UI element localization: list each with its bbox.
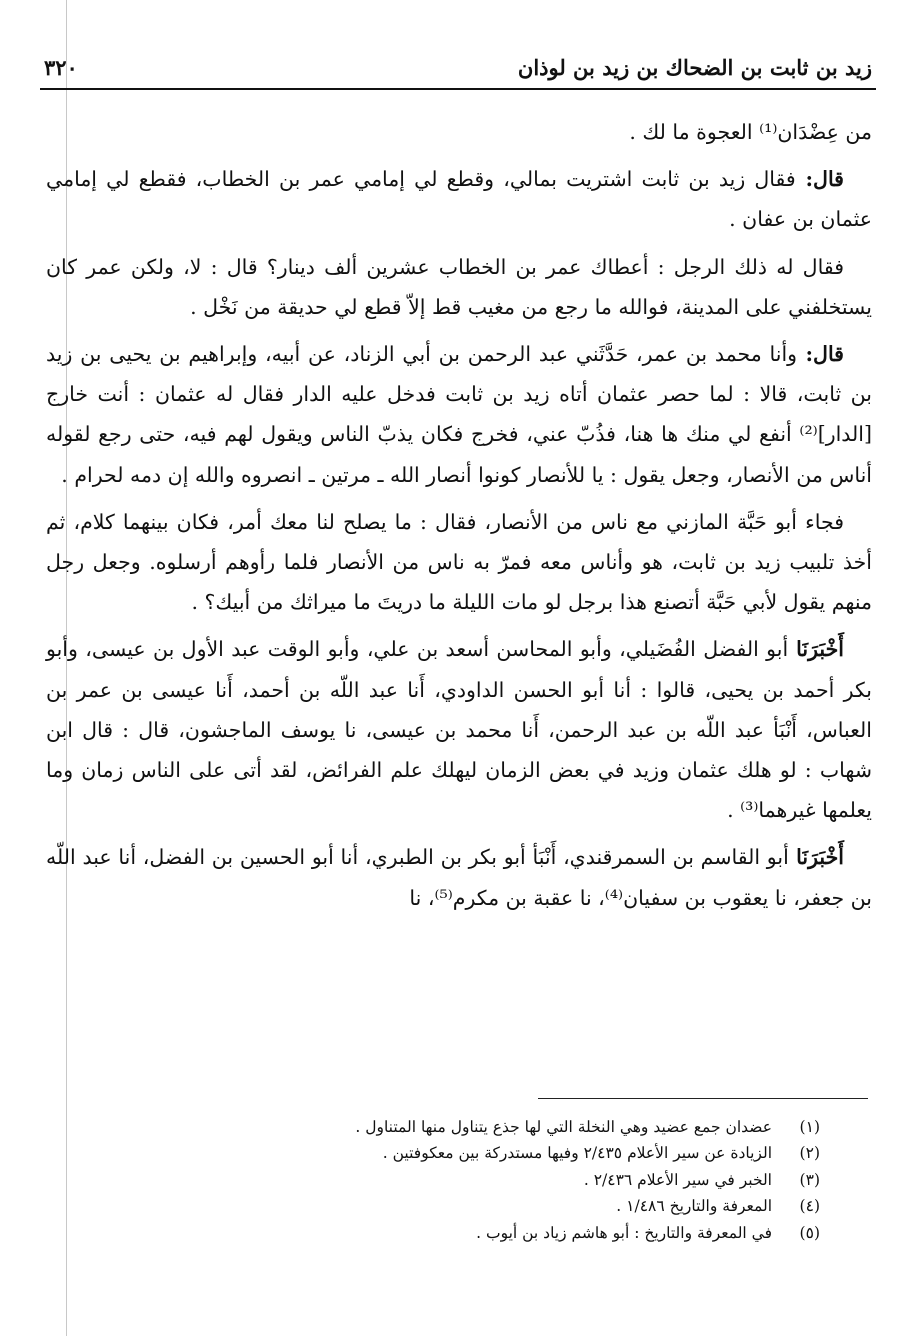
paragraph bbox=[46, 247, 872, 327]
paragraph-lead: قال: bbox=[795, 167, 844, 192]
paragraph-text: من عِضْدَان⁽¹⁾ العجوة ما لك . bbox=[629, 120, 872, 144]
footnote-rule bbox=[538, 1098, 868, 1099]
footnote-text: المعرفة والتاريخ ١/٤٨٦ . bbox=[616, 1197, 772, 1216]
running-title: زيد بن ثابت بن الضحاك بن زيد بن لوذان bbox=[517, 54, 872, 80]
paragraph-text: فقال له ذلك الرجل : أعطاك عمر بن الخطاب عشرين ألف دينار؟ قال : لا، ولكن عمر كان يستخلفني على المدينة، فوالله ما رجع من مغيب قط إلاّ قطع لي حديقة من نَخْل . bbox=[46, 254, 872, 319]
paragraph-lead: أَخْبَرَنَا bbox=[788, 637, 844, 662]
paragraph-lead: أَخْبَرَنَا bbox=[788, 845, 844, 870]
footnote bbox=[100, 1114, 820, 1140]
footnote bbox=[100, 1167, 820, 1193]
paragraph bbox=[46, 837, 872, 917]
paragraph-text: أبو القاسم بن السمرقندي، أَنْبَأ أبو بكر بن الطبري، أنا أبو الحسين بن الفضل، أنا عبد اللّه بن جعفر، نا يعقوب بن سفيان⁽⁴⁾، نا عقبة بن مكرم⁽⁵⁾، نا bbox=[46, 845, 872, 910]
footnote-text: الزيادة عن سير الأعلام ٢/٤٣٥ وفيها مستدركة بين معكوفتين . bbox=[382, 1144, 772, 1163]
footnote bbox=[100, 1193, 820, 1219]
footnote-number: (٢) bbox=[799, 1144, 820, 1163]
footnote bbox=[100, 1140, 820, 1166]
footnote-text: عضدان جمع عضيد وهي النخلة التي لها جذع يتناول منها المتناول . bbox=[355, 1118, 772, 1136]
paragraph-text: فقال زيد بن ثابت اشتريت بمالي، وقطع لي إمامي عمر بن الخطاب، فقطع لي إمامي عثمان بن عفان . bbox=[46, 167, 872, 232]
footnote-number: (٤) bbox=[799, 1197, 820, 1216]
paragraph-text: أبو الفضل الفُضَيلي، وأبو المحاسن أسعد بن علي، وأبو الوقت عبد الأول بن عيسى، وأبو بكر أحمد بن يحيى، قالوا : أنا أبو الحسن الداودي، أَنا عبد اللّه بن أحمد، أَنا عيسى بن عمر بن العباس، أَنْبَأ عبد اللّه بن عبد الرحمن، أَنا محمد بن عيسى، نا يوسف الماجشون، قال : قال ابن شهاب : لو هلك عثمان وزيد في بعض الزمان ليهلك علم الفرائض، لقد أتى على الناس زمان وما يعلمها غيرهما⁽³⁾ . bbox=[46, 637, 872, 823]
footnote bbox=[100, 1220, 820, 1246]
main-text bbox=[46, 112, 872, 925]
footnote-text: الخبر في سير الأعلام ٢/٤٣٦ . bbox=[583, 1170, 772, 1189]
paragraph bbox=[46, 502, 872, 623]
paragraph bbox=[46, 629, 872, 830]
paragraph-text: فجاء أبو حَبَّة المازني مع ناس من الأنصار، فقال : ما يصلح لنا معك أمر، فكان بينهما كلام، ثم أخذ تلبيب زيد بن ثابت، هو وأناس معه فمرّ به ناس من الأنصار فلما رأوهم أرسلوه. وجعل رجل منهم يقول لأبي حَبَّة أتصنع هذا برجل لو مات الليلة ما دريتَ ما ميراثك من أبيك؟ . bbox=[46, 509, 872, 615]
running-header bbox=[44, 50, 872, 84]
footnote-number: (١) bbox=[799, 1118, 820, 1136]
paragraph-text: وأنا محمد بن عمر، حَدَّثَني عبد الرحمن بن أبي الزناد، عن أبيه، وإبراهيم بن يحيى بن زيد بن ثابت، قالا : لما حصر عثمان أتاه زيد بن ثابت فدخل عليه الدار فقال له عثمان : أنت خارج [الدار]⁽²⁾ أنفع لي منك ها هنا، فذُبّ عني، فخرج فكان يذبّ الناس ويقول لهم فيه، حتى رجع لقوله أناس من الأنصار، وجعل يقول : يا للأنصار كونوا أنصار الله ـ مرتين ـ انصروه والله إن دمه لحرام . bbox=[46, 342, 872, 487]
header-rule bbox=[40, 88, 876, 90]
paragraph-lead: قال: bbox=[797, 342, 844, 367]
footnote-number: (٣) bbox=[799, 1170, 820, 1189]
paragraph bbox=[46, 159, 872, 239]
page-number: ٣٢٠ bbox=[44, 54, 78, 80]
footnotes bbox=[100, 1114, 820, 1246]
footnote-number: (٥) bbox=[799, 1223, 820, 1242]
footnote-text: في المعرفة والتاريخ : أبو هاشم زياد بن أيوب . bbox=[476, 1223, 772, 1242]
paragraph bbox=[46, 334, 872, 495]
paragraph bbox=[46, 112, 872, 152]
